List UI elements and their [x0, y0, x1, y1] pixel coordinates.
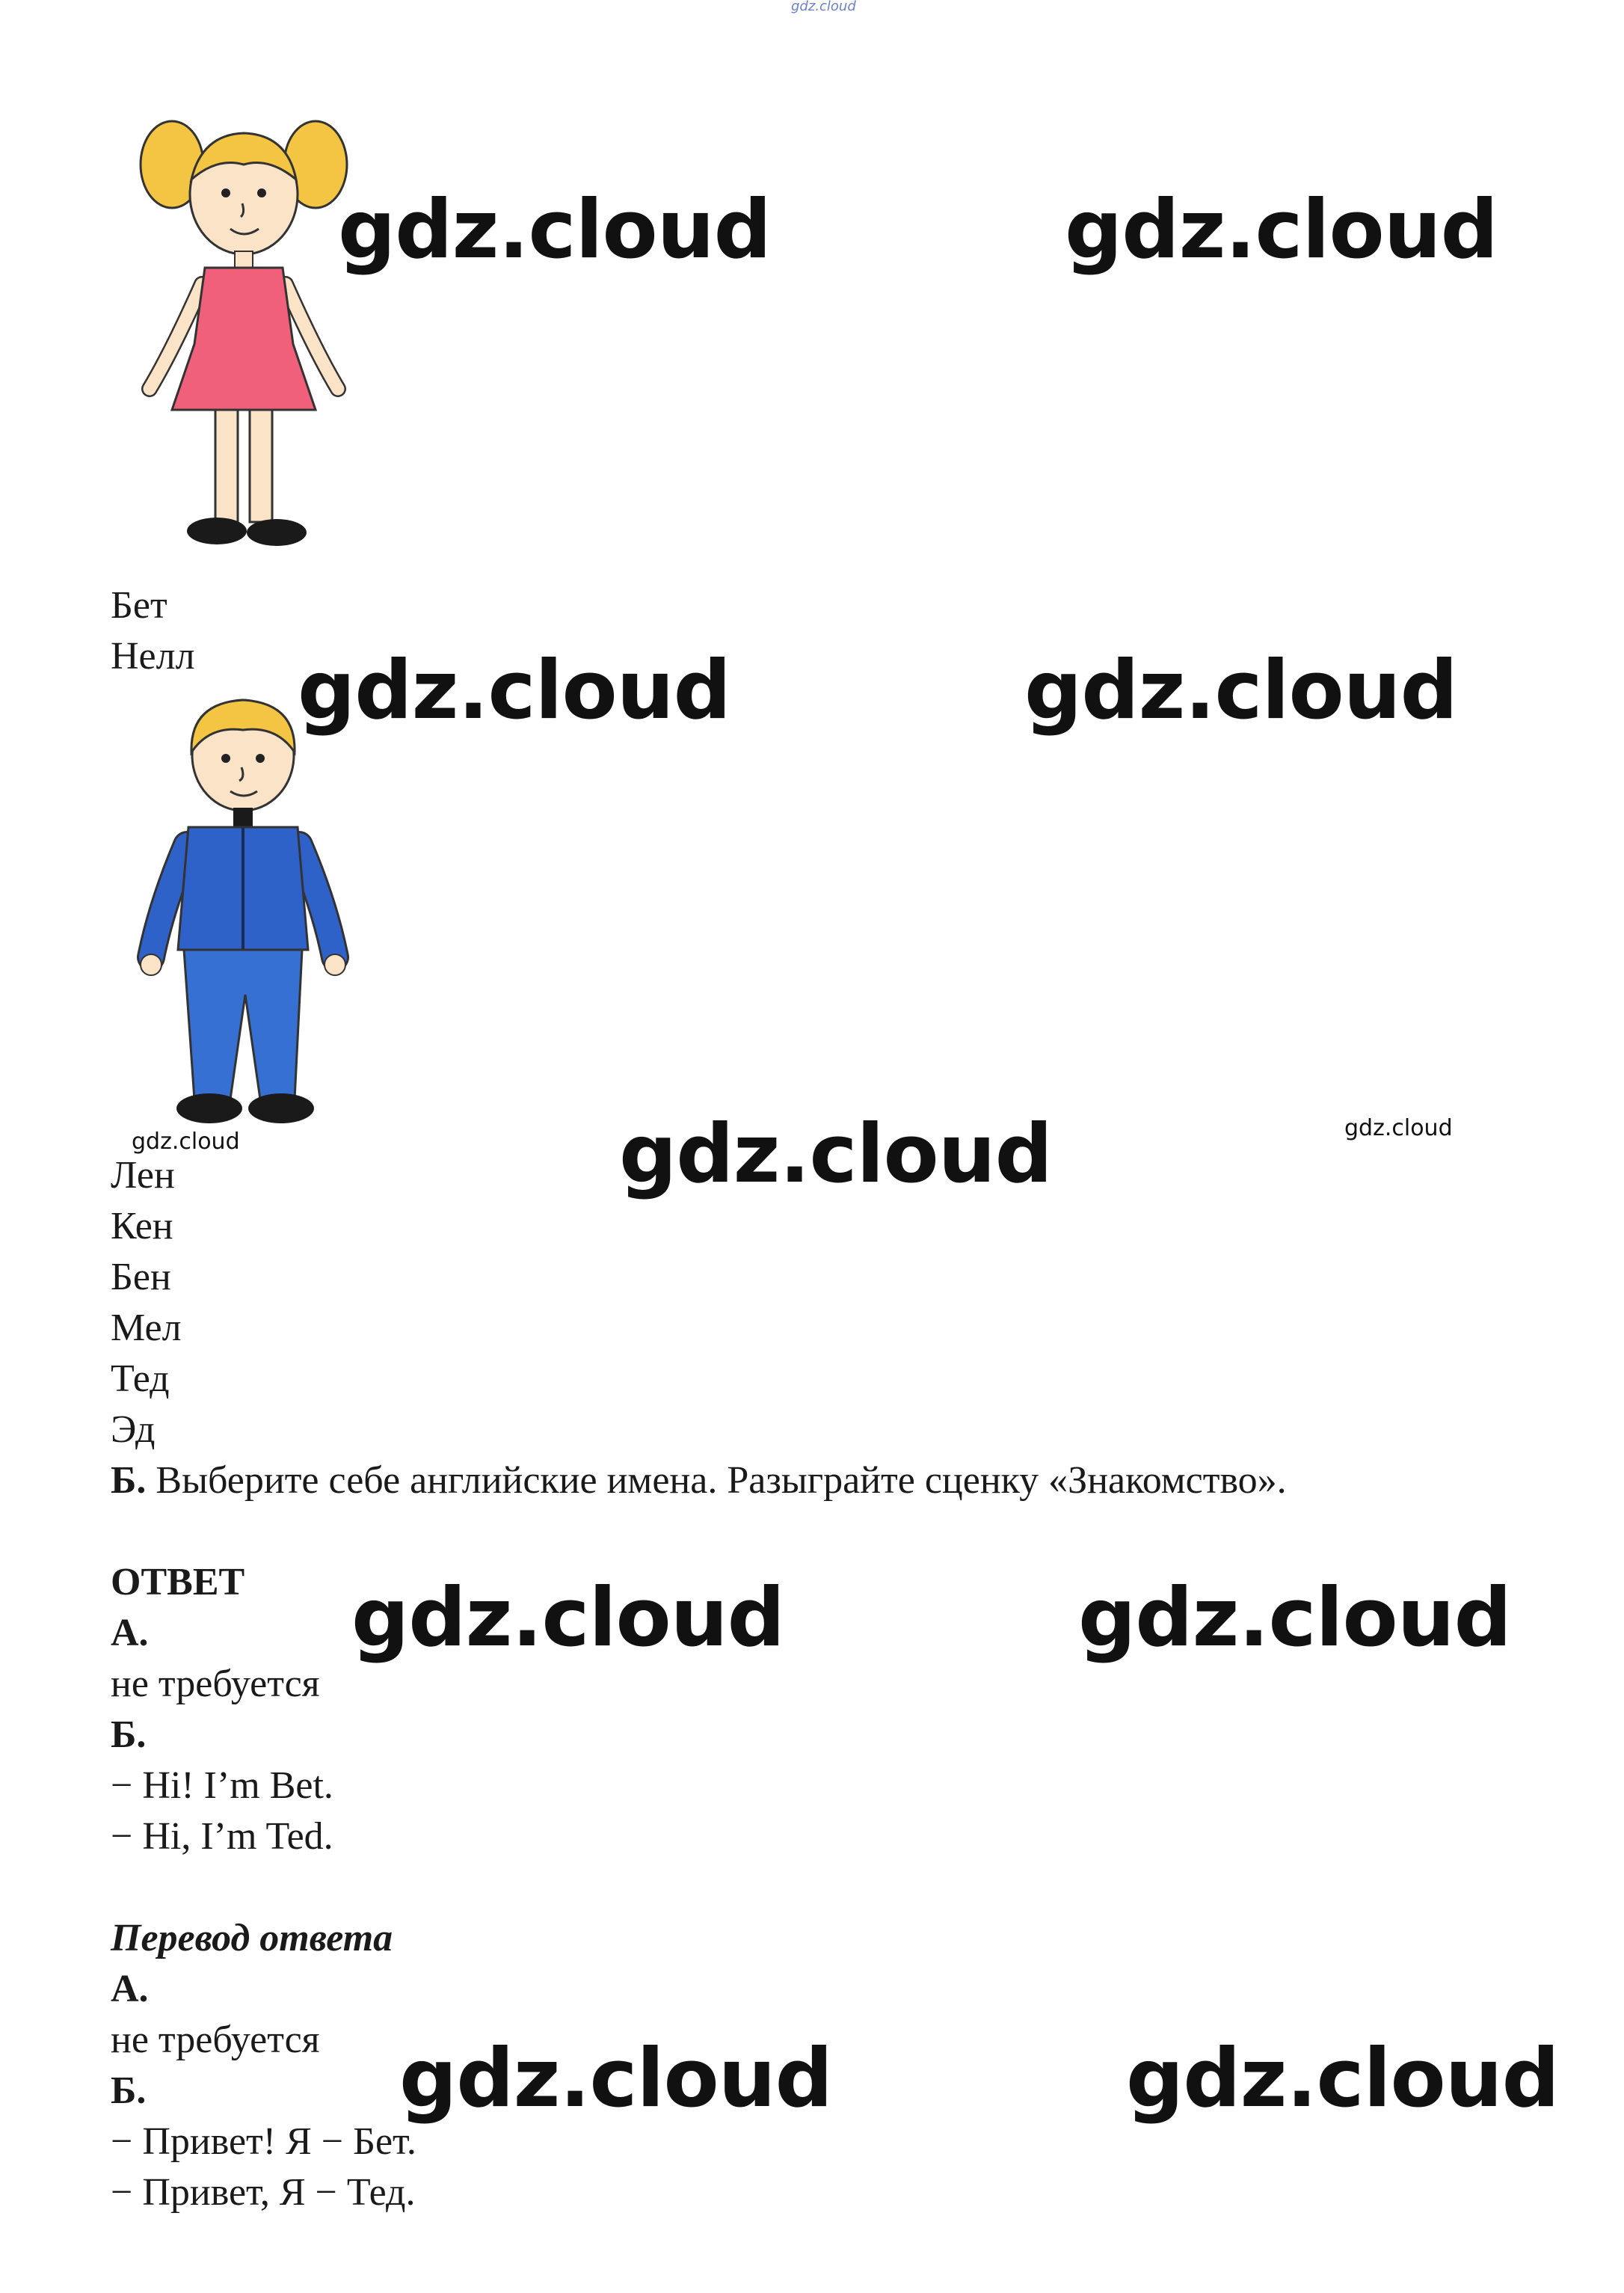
boy-name-6: Эд — [111, 1408, 156, 1451]
watermark-6: gdz.cloud — [351, 1571, 784, 1665]
translation-a-text: не требуется — [111, 2019, 320, 2061]
watermark-7: gdz.cloud — [1078, 1571, 1511, 1665]
translation-dialog-2: − Привет, Я − Тед. — [111, 2171, 416, 2214]
watermark-3: gdz.cloud — [298, 644, 731, 737]
translation-heading: Перевод ответа — [111, 1917, 393, 1959]
boy-name-2: Кен — [111, 1205, 173, 1247]
boy-name-1: Лен — [111, 1154, 175, 1197]
watermark-8: gdz.cloud — [399, 2032, 832, 2125]
watermark-small-2: gdz.cloud — [1344, 1115, 1453, 1141]
boy-name-5: Тед — [111, 1357, 170, 1400]
translation-a-label: А. — [111, 1968, 149, 2010]
answer-dialog-1: − Hi! I’m Bet. — [111, 1764, 333, 1807]
translation-dialog-1: − Привет! Я − Бет. — [111, 2120, 416, 2163]
boy-name-4: Мел — [111, 1307, 182, 1349]
task-b — [111, 1461, 1287, 1500]
task-b-text: Выберите себе английские имена. Разыграйте сценку «Знакомство». — [146, 1459, 1287, 1502]
task-b-label: Б. — [111, 1459, 147, 1502]
answer-b-label: Б. — [111, 1713, 147, 1756]
answer-a-text: не требуется — [111, 1663, 320, 1705]
boy-illustration — [135, 681, 351, 1137]
translation-b-label: Б. — [111, 2069, 147, 2112]
answer-heading: ОТВЕТ — [111, 1561, 245, 1603]
watermark-1: gdz.cloud — [338, 183, 771, 277]
girl-name-2: Нелл — [111, 635, 195, 678]
answer-a-label: А. — [111, 1612, 149, 1654]
watermark-2: gdz.cloud — [1065, 183, 1498, 277]
watermark-4: gdz.cloud — [1024, 644, 1457, 737]
watermark-top: gdz.cloud — [791, 0, 856, 14]
girl-illustration — [127, 105, 366, 561]
boy-name-3: Бен — [111, 1256, 171, 1298]
answer-dialog-2: − Hi, I’m Ted. — [111, 1815, 333, 1858]
girl-name-1: Бет — [111, 584, 167, 627]
watermark-5: gdz.cloud — [619, 1108, 1052, 1201]
watermark-9: gdz.cloud — [1126, 2032, 1559, 2125]
watermark-small-1: gdz.cloud — [132, 1129, 240, 1155]
